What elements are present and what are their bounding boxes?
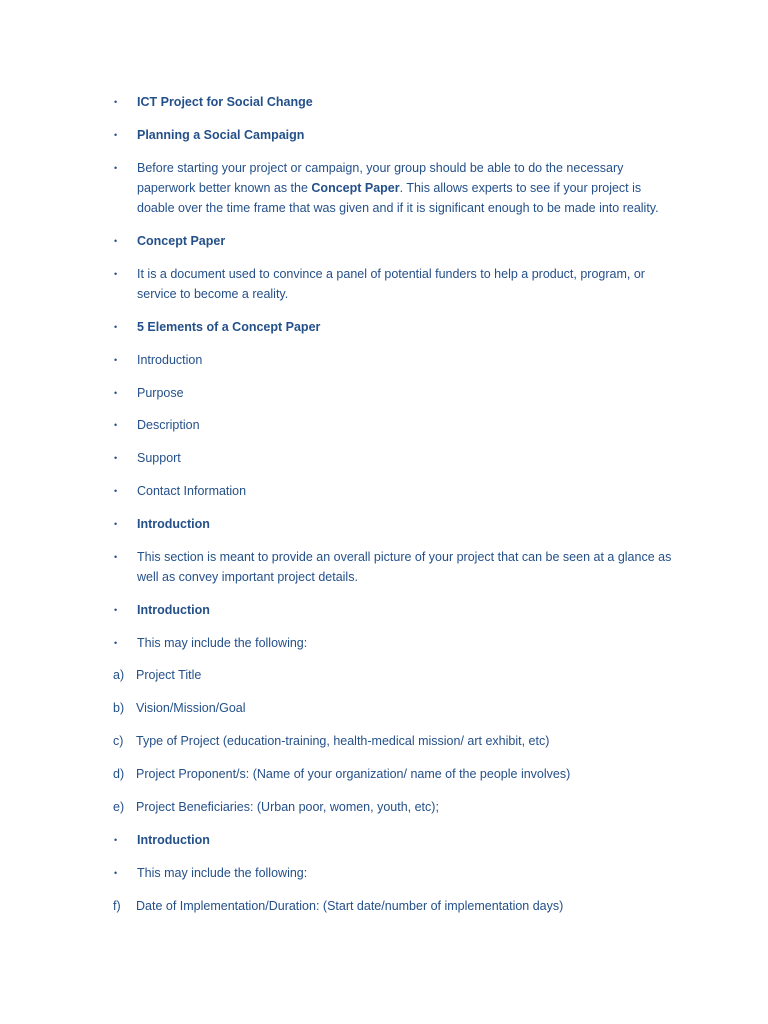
list-item bbox=[113, 600, 680, 620]
bullet-marker: • bbox=[114, 638, 118, 648]
list-item-text: Contact Information bbox=[137, 484, 247, 498]
letter-marker: d) bbox=[113, 767, 125, 781]
list-item-text: 5 Elements of a Concept Paper bbox=[137, 320, 321, 334]
list-item bbox=[113, 481, 680, 501]
bullet-marker: • bbox=[114, 552, 118, 562]
letter-marker: a) bbox=[113, 668, 125, 682]
list-item-text: ICT Project for Social Change bbox=[137, 95, 313, 109]
list-item bbox=[113, 317, 680, 337]
list-item-text: Project Title bbox=[136, 668, 202, 682]
list-item bbox=[113, 92, 680, 112]
bold-term: Concept Paper bbox=[311, 181, 400, 195]
list-item-text: Vision/Mission/Goal bbox=[136, 701, 246, 715]
list-item bbox=[113, 830, 680, 850]
list-item-text bbox=[137, 158, 680, 218]
text-segment: . This allows experts to see if your project is doable over the time frame that was given and if it is significant enough to be made into reality. bbox=[137, 181, 659, 215]
list-item bbox=[113, 231, 680, 251]
list-item-text: It is a document used to convince a panel of potential funders to help a product, program, or service to become a reality. bbox=[137, 267, 645, 301]
list-item bbox=[113, 764, 680, 784]
list-item-text: Introduction bbox=[137, 517, 210, 531]
list-item-text: Type of Project (education-training, health-medical mission/ art exhibit, etc) bbox=[136, 734, 550, 748]
list-item bbox=[113, 383, 680, 403]
list-item bbox=[113, 698, 680, 718]
list-item-text: Date of Implementation/Duration: (Start date/number of implementation days) bbox=[136, 899, 564, 913]
list-item-text: Support bbox=[137, 451, 181, 465]
list-item-text: Concept Paper bbox=[137, 234, 226, 248]
list-item bbox=[113, 863, 680, 883]
bullet-marker: • bbox=[114, 420, 118, 430]
list-item bbox=[113, 350, 680, 370]
bullet-marker: • bbox=[114, 97, 118, 107]
list-item bbox=[113, 448, 680, 468]
list-item bbox=[113, 514, 680, 534]
list-item bbox=[113, 731, 680, 751]
list-item-text: Introduction bbox=[137, 833, 210, 847]
bullet-marker: • bbox=[114, 269, 118, 279]
list-item bbox=[113, 633, 680, 653]
list-item bbox=[113, 158, 680, 218]
bullet-marker: • bbox=[114, 236, 118, 246]
list-item-text: Project Proponent/s: (Name of your organization/ name of the people involves) bbox=[136, 767, 571, 781]
bullet-marker: • bbox=[114, 163, 118, 173]
list-item-text: Introduction bbox=[137, 353, 203, 367]
list-item bbox=[113, 264, 680, 304]
list-item-text: This section is meant to provide an overall picture of your project that can be seen at a glance as well as convey important project details. bbox=[137, 550, 672, 584]
bullet-marker: • bbox=[114, 355, 118, 365]
bullet-marker: • bbox=[114, 605, 118, 615]
list-item-text: This may include the following: bbox=[137, 866, 308, 880]
bullet-marker: • bbox=[114, 868, 118, 878]
list-item-text: Project Beneficiaries: (Urban poor, women, youth, etc); bbox=[136, 800, 439, 814]
list-item bbox=[113, 797, 680, 817]
list-item-text: Description bbox=[137, 418, 200, 432]
list-item bbox=[113, 125, 680, 145]
list-item bbox=[113, 665, 680, 685]
bullet-marker: • bbox=[114, 388, 118, 398]
list-item bbox=[113, 547, 680, 587]
list-item-text: Purpose bbox=[137, 386, 184, 400]
list-item-text: Introduction bbox=[137, 603, 210, 617]
bullet-marker: • bbox=[114, 835, 118, 845]
list-item-text: This may include the following: bbox=[137, 636, 308, 650]
list-item-text: Planning a Social Campaign bbox=[137, 128, 305, 142]
bullet-marker: • bbox=[114, 130, 118, 140]
letter-marker: e) bbox=[113, 800, 125, 814]
letter-marker: c) bbox=[113, 734, 124, 748]
list-item bbox=[113, 415, 680, 435]
bullet-marker: • bbox=[114, 519, 118, 529]
bullet-marker: • bbox=[114, 486, 118, 496]
letter-marker: b) bbox=[113, 701, 125, 715]
bullet-marker: • bbox=[114, 322, 118, 332]
letter-marker: f) bbox=[113, 899, 121, 913]
list-item bbox=[113, 896, 680, 916]
bullet-marker: • bbox=[114, 453, 118, 463]
text-segment: Before starting your project or campaign, your group should be able to do the necessary paperwork better known as the bbox=[137, 161, 624, 195]
